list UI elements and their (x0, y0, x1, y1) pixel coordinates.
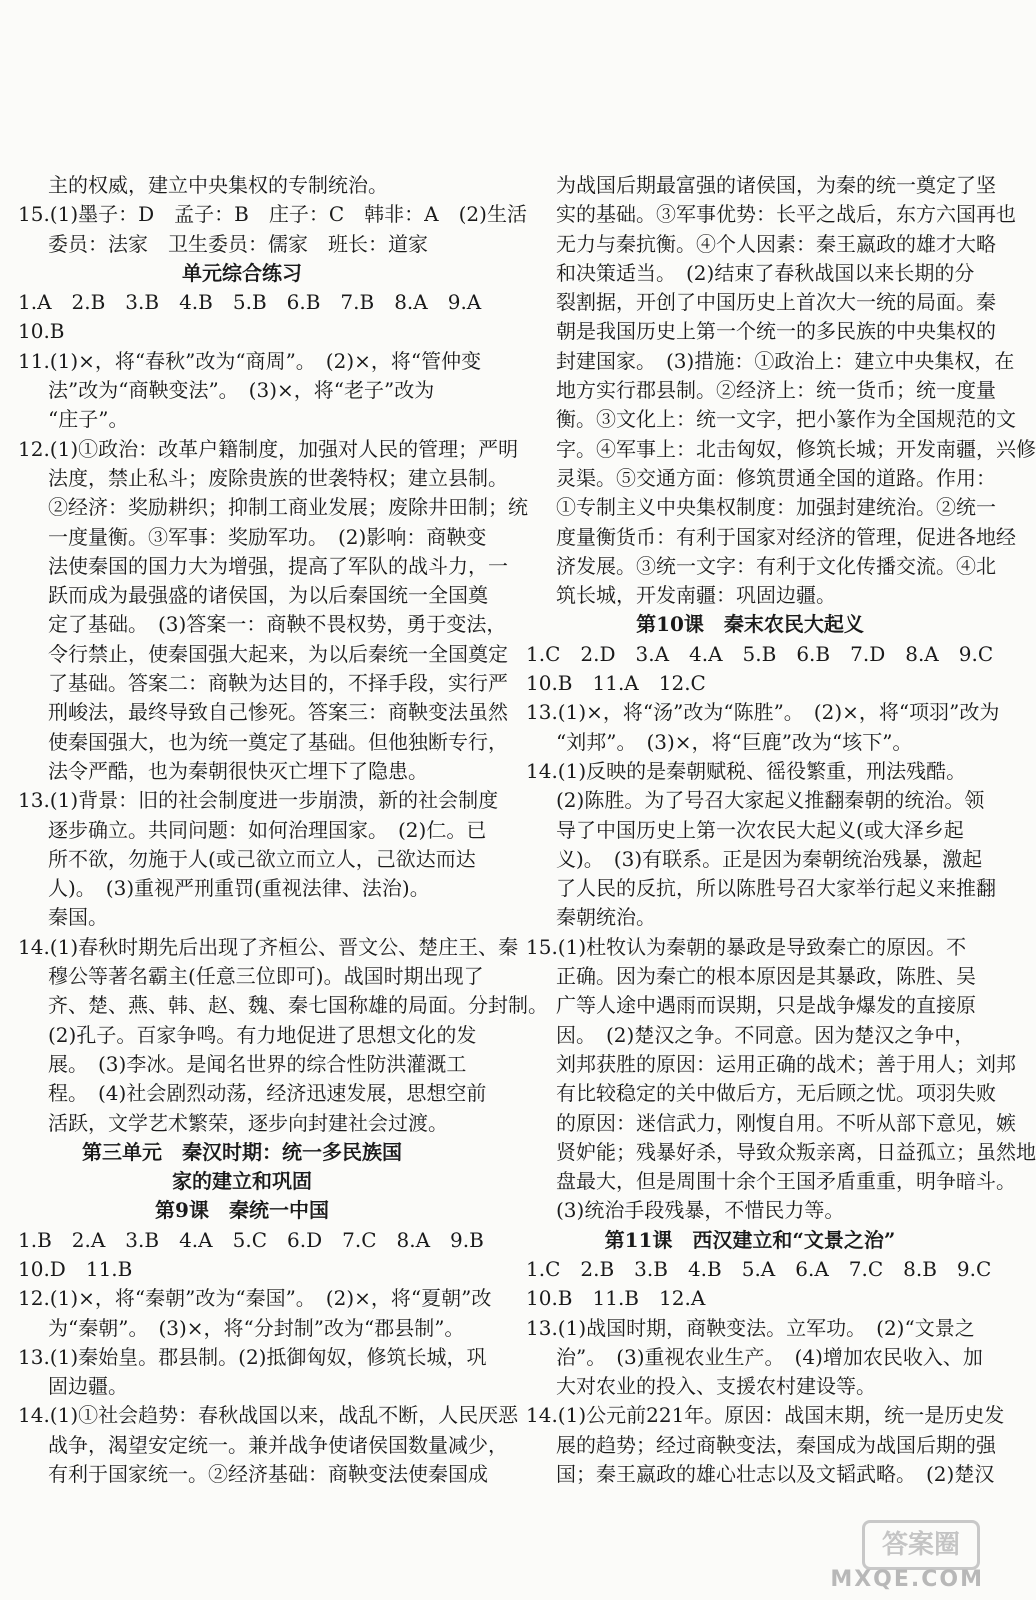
answer-line: 12.(1)①政治：改革户籍制度，加强对人民的管理；严明 (18, 436, 519, 461)
answer-line: (2)陈胜。为了号召大家起义推翻秦朝的统治。领 (556, 788, 985, 813)
answer-line: 实的基础。③军事优势：长平之战后，东方六国再也 (556, 202, 1016, 227)
answer-line: 法令严酷，也为秦朝很快灭亡埋下了隐患。 (48, 758, 428, 783)
answer-line: 字。④军事上：北击匈奴，修筑长城；开发南疆，兴修 (556, 436, 1036, 461)
answer-line: 14.(1)公元前221年。原因：战国末期，统一是历史发 (526, 1403, 1005, 1428)
answer-line: 治”。 (3)重视农业生产。 (4)增加农民收入、加 (556, 1344, 983, 1369)
answer-line: 令行禁止，使秦国强大起来，为以后秦统一全国奠定 (48, 641, 508, 666)
answer-line: 了基础。答案二：商鞅为达目的，不择手段，实行严 (48, 671, 508, 696)
answer-line: (3)统治手段残暴，不惜民力等。 (556, 1198, 845, 1223)
watermark-text: MXQE.COM (830, 1567, 984, 1592)
answer-line: 贤妒能；残暴好杀，导致众叛亲离，日益孤立；虽然地 (556, 1139, 1036, 1164)
answer-line: 的原因：迷信武力，刚愎自用。不听从部下意见，嫉 (556, 1110, 1016, 1135)
answer-line: 定了基础。 (3)答案一：商鞅不畏权势，勇于变法， (48, 612, 507, 637)
answer-line: 所不欲，勿施于人(或己欲立而立人，己欲达而达 (48, 846, 476, 871)
section-heading: 第11课 西汉建立和“文景之治” (604, 1227, 896, 1252)
answer-line: 逐步确立。共同问题：如何治理国家。 (2)仁。已 (48, 817, 487, 842)
answer-line: 展。 (3)李冰。是闻名世界的综合性防洪灌溉工 (48, 1051, 467, 1076)
answer-line: 程。 (4)社会剧烈动荡，经济迅速发展，思想空前 (48, 1081, 487, 1106)
answer-line: 1.C 2.B 3.B 4.B 5.A 6.A 7.C 8.B 9.C (526, 1256, 992, 1281)
answer-line: 封建国家。 (3)措施：①政治上：建立中央集权，在 (556, 348, 1015, 373)
answer-line: 盘最大，但是周围十余个王国矛盾重重，明争暗斗。 (556, 1169, 1016, 1194)
answer-line: “庄子”。 (48, 407, 129, 432)
answer-line: ①专制主义中央集权制度：加强封建统治。②统一 (556, 495, 996, 520)
answer-line: 为“秦朝”。 (3)×，将“分封制”改为“郡县制”。 (48, 1315, 465, 1340)
answer-line: 穆公等著名霸主(任意三位即可)。战国时期出现了 (48, 964, 484, 989)
answer-line: 13.(1)×，将“汤”改为“陈胜”。 (2)×，将“项羽”改为 (526, 700, 1000, 725)
answer-line: 导了中国历史上第一次农民大起义(或大泽乡起 (556, 817, 964, 842)
answer-line: 战争，渴望安定统一。兼并战争使诸侯国数量减少， (48, 1432, 508, 1457)
answer-line: 12.(1)×，将“秦朝”改为“秦国”。 (2)×，将“夏朝”改 (18, 1286, 492, 1311)
answer-line: 固边疆。 (48, 1374, 128, 1399)
answer-line: 正确。因为秦亡的根本原因是其暴政，陈胜、吴 (556, 964, 976, 989)
answer-line: 14.(1)①社会趋势：春秋战国以来，战乱不断，人民厌恶 (18, 1403, 519, 1428)
left-column (18, 171, 548, 1489)
answer-line: 衡。③文化上：统一文字，把小篆作为全国规范的文 (556, 407, 1016, 432)
answer-line: 筑长城，开发南疆：巩固边疆。 (556, 583, 836, 608)
answer-line: 14.(1)反映的是秦朝赋税、徭役繁重，刑法残酷。 (526, 758, 967, 783)
answer-line: 齐、楚、燕、韩、赵、魏、秦七国称雄的局面。分封制。 (48, 993, 548, 1018)
answer-line: 13.(1)战国时期，商鞅变法。立军功。 (2)“文景之 (526, 1315, 975, 1340)
answer-line: 主的权威，建立中央集权的专制统治。 (48, 173, 388, 197)
answer-line: 大对农业的投入、支援农村建设等。 (556, 1374, 876, 1399)
answer-line: 因。 (2)楚汉之争。不同意。因为楚汉之争中， (556, 1022, 975, 1047)
answer-line: 法”改为“商鞅变法”。 (3)×，将“老子”改为 (48, 378, 435, 403)
answer-line: 使秦国强大，也为统一奠定了基础。但他独断专行， (48, 729, 508, 754)
answer-line: 10.B (18, 319, 65, 344)
answer-line: 义)。 (3)有联系。正是因为秦朝统治残暴，激起 (556, 846, 983, 871)
section-heading: 第10课 秦末农民大起义 (636, 612, 864, 637)
answer-line: 1.C 2.D 3.A 4.A 5.B 6.B 7.D 8.A 9.C (526, 641, 994, 666)
answer-line: 有比较稳定的关中做后方，无后顾之忧。项羽失败 (556, 1081, 996, 1106)
answer-line: (2)孔子。百家争鸣。有力地促进了思想文化的发 (48, 1022, 477, 1047)
right-column (526, 171, 1036, 1489)
watermark (830, 1520, 984, 1592)
answer-line: 了人民的反抗，所以陈胜号召大家举行起义来推翻 (556, 876, 996, 901)
answer-line: 13.(1)背景：旧的社会制度进一步崩溃，新的社会制度 (18, 788, 499, 813)
answer-line: 1.B 2.A 3.B 4.A 5.C 6.D 7.C 8.A 9.B (18, 1227, 484, 1252)
answer-line: 和决策适当。 (2)结束了春秋战国以来长期的分 (556, 260, 975, 285)
answer-line: 度量衡货币：有利于国家对经济的管理，促进各地经 (556, 524, 1016, 549)
answer-line: 灵渠。⑤交通方面：修筑贯通全国的道路。作用： (556, 465, 996, 490)
answer-line: 展的趋势；经过商鞅变法，秦国成为战国后期的强 (556, 1432, 996, 1457)
answer-line: 人)。 (3)重视严刑重罚(重视法律、法治)。 (48, 876, 430, 901)
answer-line: 14.(1)春秋时期先后出现了齐桓公、晋文公、楚庄王、秦 (18, 934, 519, 959)
answer-line: 秦朝统治。 (556, 905, 656, 930)
answer-line: 13.(1)秦始皇。郡县制。(2)抵御匈奴，修筑长城，巩 (18, 1344, 487, 1369)
answer-line: 刑峻法，最终导致自己惨死。答案三：商鞅变法虽然 (48, 700, 508, 725)
answer-line: “刘邦”。 (3)×，将“巨鹿”改为“垓下”。 (556, 729, 913, 754)
answer-line: 跃而成为最强盛的诸侯国，为以后秦国统一全国奠 (48, 583, 488, 608)
answer-line: 10.B 11.B 12.A (526, 1286, 706, 1311)
answer-line: 国；秦王嬴政的雄心壮志以及文韬武略。 (2)楚汉 (556, 1462, 995, 1487)
section-heading: 单元综合练习 (182, 260, 302, 285)
answer-line: 一度量衡。③军事：奖励军功。 (2)影响：商鞅变 (48, 524, 487, 549)
answer-line: 法度，禁止私斗；废除贵族的世袭特权；建立县制。 (48, 465, 508, 490)
answer-line: 地方实行郡县制。②经济上：统一货币；统一度量 (556, 378, 996, 403)
answer-line: 委员：法家 卫生委员：儒家 班长：道家 (48, 231, 428, 256)
answer-line: 15.(1)墨子：D 孟子：B 庄子：C 韩非：A (2)生活 (18, 202, 527, 227)
answer-line: 15.(1)杜牧认为秦朝的暴政是导致秦亡的原因。不 (526, 934, 967, 959)
answer-line: 10.B 11.A 12.C (526, 671, 706, 696)
answer-line: 裂割据，开创了中国历史上首次大一统的局面。秦 (556, 290, 996, 315)
answer-line: 广等人途中遇雨而误期，只是战争爆发的直接原 (556, 993, 976, 1018)
answer-line: 无力与秦抗衡。④个人因素：秦王嬴政的雄才大略 (556, 231, 996, 256)
watermark-logo: 答案圈 (862, 1520, 980, 1570)
answer-line: 秦国。 (48, 905, 108, 930)
answer-line: 活跃，文学艺术繁荣，逐步向封建社会过渡。 (48, 1110, 448, 1135)
section-heading: 第三单元 秦汉时期：统一多民族国 (82, 1139, 402, 1164)
answer-line: 刘邦获胜的原因：运用正确的战术；善于用人；刘邦 (556, 1051, 1016, 1076)
answer-line: 法使秦国的国力大为增强，提高了军队的战斗力，一 (48, 553, 508, 578)
answer-line: 济发展。③统一文字：有利于文化传播交流。④北 (556, 553, 996, 578)
section-heading: 家的建立和巩固 (172, 1169, 312, 1194)
answer-line: 有利于国家统一。②经济基础：商鞅变法使秦国成 (48, 1462, 488, 1487)
answer-line: 为战国后期最富强的诸侯国，为秦的统一奠定了坚 (556, 173, 996, 197)
answer-line: ②经济：奖励耕织；抑制工商业发展；废除井田制；统 (48, 495, 528, 520)
section-heading: 第9课 秦统一中国 (155, 1198, 329, 1223)
answer-line: 1.A 2.B 3.B 4.B 5.B 6.B 7.B 8.A 9.A (18, 290, 482, 315)
answer-line: 11.(1)×，将“春秋”改为“商周”。 (2)×，将“管仲变 (18, 348, 482, 373)
answer-line: 10.D 11.B (18, 1256, 133, 1281)
answer-line: 朝是我国历史上第一个统一的多民族的中央集权的 (556, 319, 996, 344)
